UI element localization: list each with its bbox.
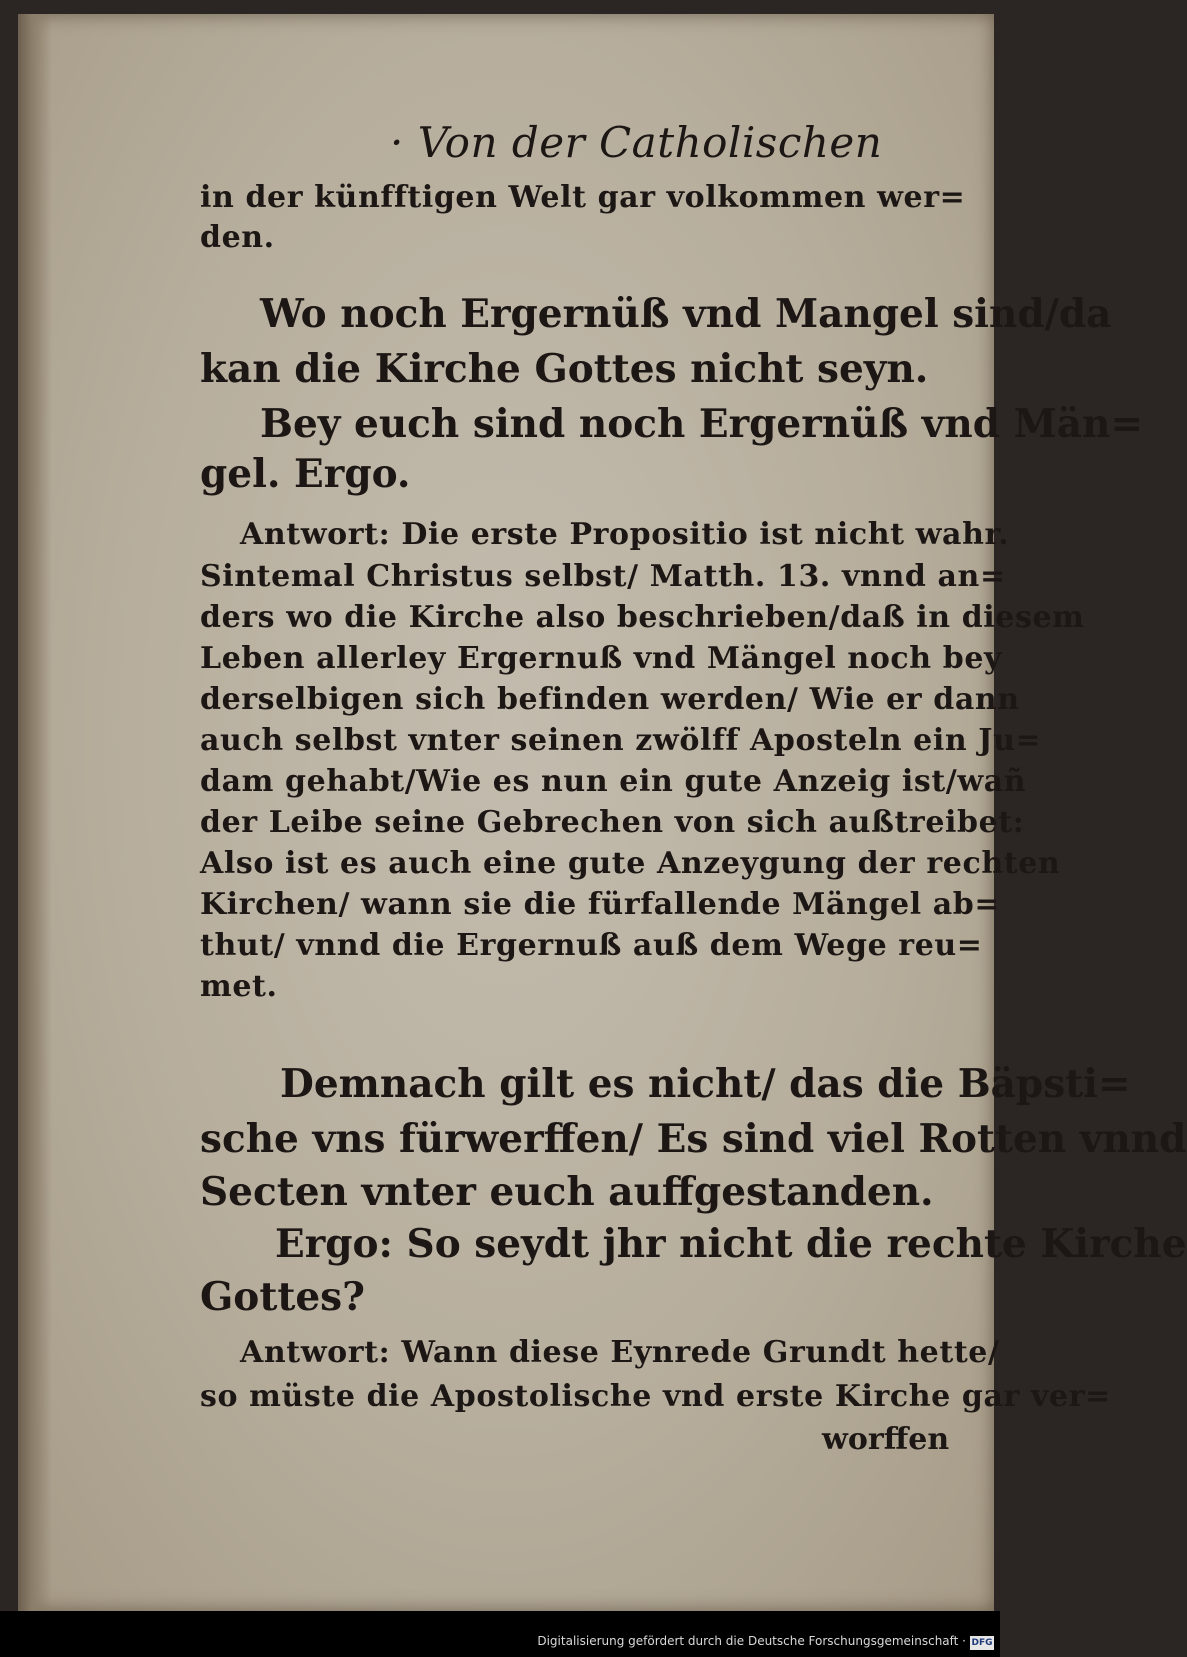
text-line: dam gehabt/Wie es nun ein gute Anzeig ist/wañ xyxy=(200,764,1027,799)
page-gutter-shadow xyxy=(18,14,52,1611)
catchword: worffen xyxy=(822,1422,950,1457)
dfg-logo: DFG xyxy=(971,1638,993,1648)
text-line: Secten vnter euch auffgestanden. xyxy=(200,1169,934,1215)
funding-credit: Digitalisierung gefördert durch die Deutsche Forschungsgemeinschaft · xyxy=(537,1634,966,1648)
text-line: gel. Ergo. xyxy=(200,451,411,497)
text-line: der Leibe seine Gebrechen von sich außtreibet: xyxy=(200,805,1025,840)
text-line: sche vns fürwerffen/ Es sind viel Rotten vnnd xyxy=(200,1116,1187,1162)
text-line: in der künfftigen Welt gar volkommen wer= xyxy=(200,180,966,215)
text-line: Kirchen/ wann sie die fürfallende Mängel ab= xyxy=(200,887,1001,922)
text-line: Wo noch Ergernüß vnd Mangel sind/da xyxy=(260,291,1112,337)
text-line: den. xyxy=(200,220,275,255)
text-line: so müste die Apostolische vnd erste Kirche gar ver= xyxy=(200,1379,1111,1414)
text-line: Demnach gilt es nicht/ das die Bäpsti= xyxy=(280,1061,1131,1107)
footer-bar xyxy=(0,1611,1000,1657)
text-line: Also ist es auch eine gute Anzeygung der rechten xyxy=(200,846,1061,881)
text-line: thut/ vnnd die Ergernuß auß dem Wege reu= xyxy=(200,928,983,963)
text-line: Sintemal Christus selbst/ Matth. 13. vnnd an= xyxy=(200,559,1006,594)
text-line: Antwort: Die erste Propositio ist nicht wahr. xyxy=(240,517,1010,552)
text-line: kan die Kirche Gottes nicht seyn. xyxy=(200,346,929,392)
text-line: auch selbst vnter seinen zwölff Aposteln ein Ju= xyxy=(200,723,1042,758)
text-line: ders wo die Kirche also beschrieben/daß in diesem xyxy=(200,600,1085,635)
text-line: Ergo: So seydt jhr nicht die rechte Kirche xyxy=(275,1221,1187,1267)
text-line: Leben allerley Ergernuß vnd Mängel noch bey xyxy=(200,641,1003,676)
running-head: · Von der Catholischen xyxy=(390,118,883,167)
text-line: derselbigen sich befinden werden/ Wie er dann xyxy=(200,682,1020,717)
text-line: met. xyxy=(200,969,278,1004)
text-line: Antwort: Wann diese Eynrede Grundt hette/ xyxy=(240,1335,1000,1370)
text-line: Gottes? xyxy=(200,1274,365,1320)
text-line: Bey euch sind noch Ergernüß vnd Män= xyxy=(260,401,1144,447)
